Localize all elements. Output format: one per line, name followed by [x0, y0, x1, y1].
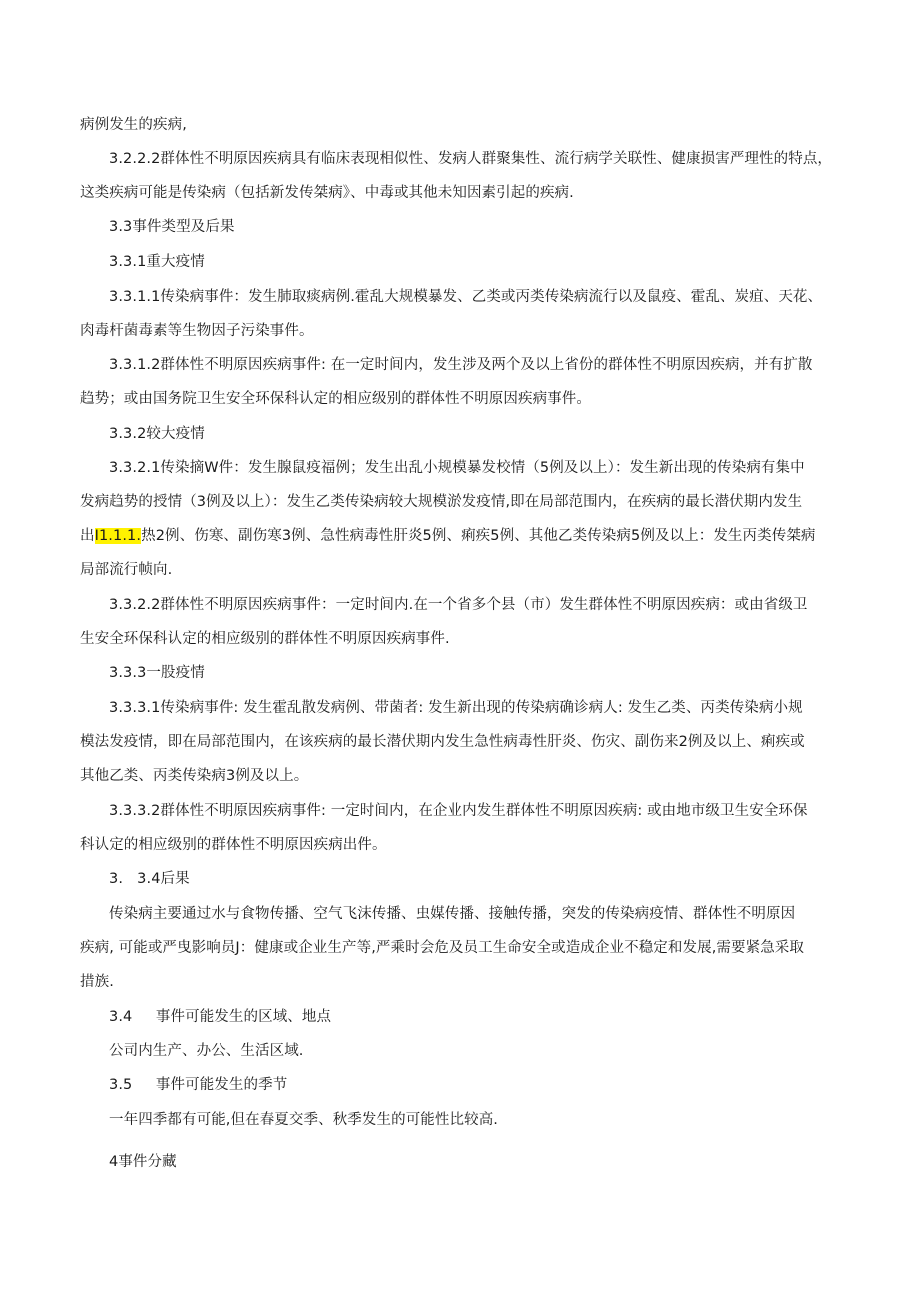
text-line: 3.3.1.2群体性不明原因疾病事件: 在一定时间内，发生涉及两个及以上省份的群体性不明原因疾病，并有扩散	[109, 357, 813, 373]
text-line: 科认定的相应级别的群体性不明原因疾病出件。	[80, 837, 387, 853]
text-line: 局部流行帧向.	[80, 562, 173, 578]
highlighted-text: I1.1.1.	[94, 528, 142, 544]
text-line: 一年四季都有可能,但在春夏交季、秋季发生的可能性比较高.	[109, 1112, 499, 1128]
text-line: 肉毒杆菌毒素等生物因子污染事件。	[80, 323, 314, 339]
text-line: 3.3.3.2群体性不明原因疾病事件: 一定时间内，在企业内发生群体性不明原因疾病: 或由地市级卫生安全环保	[109, 803, 808, 819]
text-line: 疾病, 可能或严曳影响员J：健康或企业生产等,严乘时会危及员工生命安全或造成企业不稳定和发展,需要紧急采取	[80, 940, 805, 956]
subsection-heading: 3.3.2较大疫情	[109, 426, 205, 442]
text-line: 病例发生的疾病,	[80, 117, 187, 133]
text-line-with-highlight	[80, 526, 816, 546]
section-heading: 4事件分藏	[109, 1154, 177, 1170]
section-heading: 3.5 事件可能发生的季节	[109, 1077, 288, 1093]
text-line: 传染病主要通过水与食物传播、空气飞沫传播、虫媒传播、接触传播，突发的传染病疫情、群体性不明原因	[109, 906, 796, 922]
text-line: 其他乙类、丙类传染病3例及以上。	[80, 768, 309, 784]
text-line: 生安全环保科认定的相应级别的群体性不明原因疾病事件.	[80, 631, 450, 647]
text-line: 发病趋势的授情（3例及以上）：发生乙类传染病较大规模淤发疫情,即在局部范围内，在疾病的最长潜伏期内发生	[80, 494, 803, 510]
subsection-heading: 3.3.1重大疫情	[109, 254, 205, 270]
text-line: 这类疾病可能是传染病（包括新发传桀病》、中毒或其他未知因素引起的疾病.	[80, 185, 574, 201]
subsection-heading: 3.3.3一股疫情	[109, 665, 205, 681]
subsection-heading: 3. 3.4后果	[109, 871, 190, 887]
section-heading: 3.4 事件可能发生的区域、地点	[109, 1009, 332, 1025]
text-line: 3.3.2.1传染摘W件：发生腺鼠疫福例；发生出乱小规模暴发校情（5例及以上）：发生新出现的传染病有集中	[109, 460, 805, 476]
text-line: 模法发疫情，即在局部范围内，在该疾病的最长潜伏期内发生急性病毒性肝炎、伤灾、副伤来2例及以上、痢疾或	[80, 734, 805, 750]
section-heading: 3.3事件类型及后果	[109, 219, 235, 235]
text-line: 趋势；或由国务院卫生安全环保科认定的相应级别的群体性不明原因疾病事件。	[80, 391, 591, 407]
line-suffix: 热2例、伤寒、副伤寒3例、急性病毒性肝炎5例、痢疾5例、其他乙类传染病5例及以上：发生丙类传桀病	[141, 528, 816, 544]
line-prefix: 出	[80, 528, 95, 544]
text-line: 公司内生产、办公、生活区域.	[109, 1043, 304, 1059]
text-line: 3.3.2.2群体性不明原因疾病事件：一定时间内.在一个省多个县（市）发生群体性不明原因疾病：或由省级卫	[109, 597, 808, 613]
text-line: 3.3.1.1传染病事件：发生肺取痰病例.霍乱大规模暴发、乙类或丙类传染病流行以及鼠疫、霍乱、炭疽、天花、	[109, 289, 823, 305]
text-line: 3.2.2.2群体性不明原因疾病具有临床表现相似性、发病人群聚集性、流行病学关联性、健康损害严理性的特点，	[109, 151, 833, 167]
text-line: 措族.	[80, 974, 114, 990]
text-line: 3.3.3.1传染病事件: 发生霍乱散发病例、带菌者: 发生新出现的传染病确诊病人: 发生乙类、丙类传染病小规	[109, 700, 803, 716]
